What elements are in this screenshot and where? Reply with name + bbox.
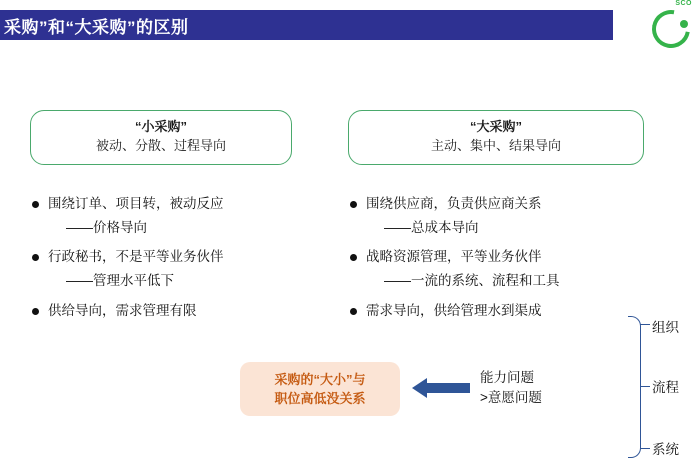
brace-tick xyxy=(640,386,650,387)
list-item-label: 战略资源管理，平等业务伙伴 xyxy=(366,249,542,265)
pill-subtitle: 主动、集中、结果导向 xyxy=(430,137,561,153)
list-item-label: 供给导向，需求管理有限 xyxy=(48,302,197,318)
header-bar xyxy=(0,10,613,40)
brace-tick xyxy=(640,324,650,325)
column-big-procurement xyxy=(348,110,644,326)
bullet-list xyxy=(348,195,644,320)
bullet-list xyxy=(30,195,292,320)
bullet-dot-icon xyxy=(350,254,357,261)
pill-subtitle: 被动、分散、过程导向 xyxy=(95,137,226,153)
callout-line-1: 采购的“大小”与 xyxy=(274,371,366,387)
logo-ring-icon xyxy=(645,3,698,56)
brace-item-system: 系统 xyxy=(652,442,679,457)
list-item-sub: ——总成本导向 xyxy=(384,219,479,235)
brace-tick xyxy=(640,448,650,449)
logo-text: SCO xyxy=(675,0,692,7)
list-item-sub: ——一流的系统、流程和工具 xyxy=(384,273,560,289)
list-item-label: 围绕供应商，负责供应商关系 xyxy=(366,195,542,211)
list-item xyxy=(348,302,644,320)
list-item-label: 围绕订单、项目转，被动反应 xyxy=(48,195,224,211)
bullet-dot-icon xyxy=(32,201,39,208)
pill-small-procurement xyxy=(30,110,292,165)
logo-dot-icon xyxy=(680,20,688,28)
page-title: 采购”和“大采购”的区别 xyxy=(4,17,189,37)
brace-bracket xyxy=(628,316,641,458)
company-logo xyxy=(638,0,694,48)
bullet-dot-icon xyxy=(32,254,39,261)
column-small-procurement xyxy=(30,110,292,326)
ability-line-2: >意愿问题 xyxy=(480,390,542,406)
list-item xyxy=(30,302,292,320)
arrow-head xyxy=(412,378,427,398)
bullet-dot-icon xyxy=(350,201,357,208)
brace-item-organization: 组织 xyxy=(652,320,679,335)
pill-title: “大采购” xyxy=(469,119,522,134)
brace-item-process: 流程 xyxy=(652,380,679,395)
pill-title: “小采购” xyxy=(134,119,187,134)
list-item-sub: ——价格导向 xyxy=(66,219,147,235)
ability-line-1: 能力问题 xyxy=(480,370,534,385)
list-item xyxy=(30,195,292,213)
arrow-shaft xyxy=(426,383,470,393)
list-item-label: 行政秘书，不是平等业务伙伴 xyxy=(48,249,224,265)
left-arrow-icon xyxy=(412,378,470,398)
callout-box xyxy=(240,362,400,416)
pill-big-procurement xyxy=(348,110,644,165)
list-item xyxy=(348,195,644,213)
bullet-dot-icon xyxy=(350,308,357,315)
list-item xyxy=(30,248,292,266)
list-item-label: 需求导向，供给管理水到渠成 xyxy=(366,302,542,318)
brace-item-list xyxy=(652,316,698,456)
bullet-dot-icon xyxy=(32,308,39,315)
ability-note xyxy=(480,368,542,409)
callout-line-2: 职位高低没关系 xyxy=(274,391,366,406)
list-item xyxy=(348,248,644,266)
list-item-sub: ——管理水平低下 xyxy=(66,273,174,289)
